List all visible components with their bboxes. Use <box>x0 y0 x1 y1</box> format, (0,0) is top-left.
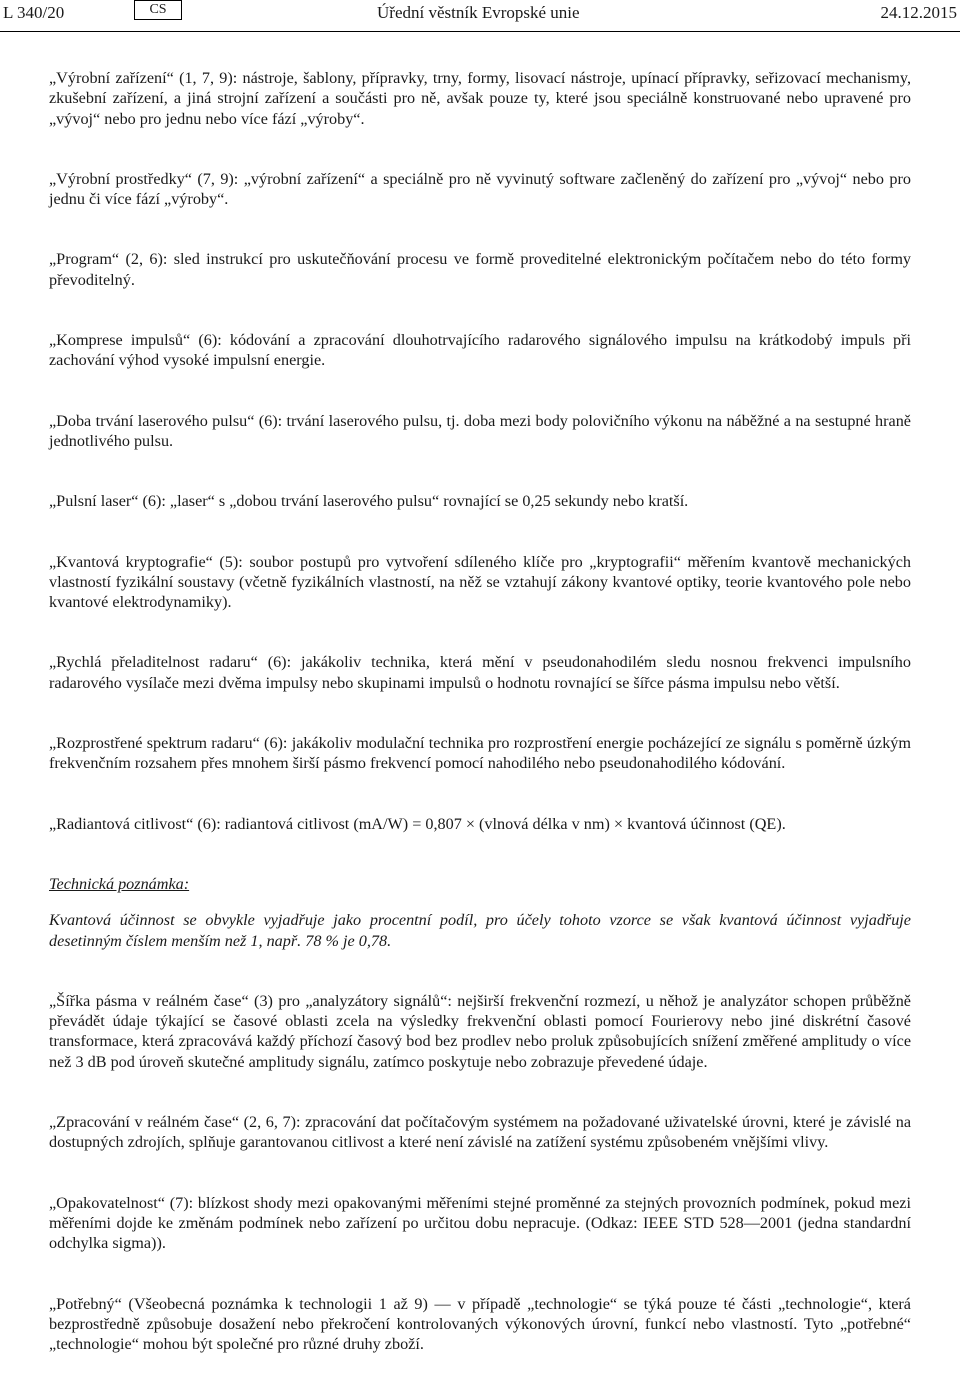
definition-zpracovani-v-realnem-case: „Zpracování v reálném čase“ (2, 6, 7): zpracování dat počítačovým systémem na požadované uživatelské úrovni, které je závislé na dostupných zdrojích, splňuje garantovanou citlivost a které není závislé na zatížení systému způsobeném vnějšími vlivy. <box>49 1113 911 1152</box>
definition-program: „Program“ (2, 6): sled instrukcí pro uskutečňování procesu ve formě proveditelné elektronickým počítačem nebo do této formy převoditelný. <box>49 250 911 289</box>
definition-rychla-preladitelnost: „Rychlá přeladitelnost radaru“ (6): jakákoliv technika, která mění v pseudonahodilém sledu nosnou frekvenci impulsního radarového vysílače mezi dvěma impulsy nebo skupinami impulsů o hodnotu rovnající se šířce pásma impulsu nebo větší. <box>49 653 911 692</box>
definition-potrebny: „Potřebný“ (Všeobecná poznámka k technologii 1 až 9) — v případě „technologie“ se týká pouze té části „technologie“, která bezprostředně způsobuje dosažení nebo překročení kontrolovaných výkonových úrovní, funkcí nebo vlastností. Tyto „potřebné“ „technologie“ mohou být společné pro různé druhy zboží. <box>49 1294 911 1354</box>
journal-title: Úřední věstník Evropské unie <box>377 3 580 22</box>
definition-opakovatelnost: „Opakovatelnost“ (7): blízkost shody mezi opakovanými měřeními stejné proměnné za stejných provozních podmínek, pokud mezi měřeními dojde ke změnám podmínek nebo zařízení po určitou dobu nepracuje. (Odkaz: IEEE STD 528—2001 (jedna standardní odchylka sigma)). <box>49 1193 911 1253</box>
technical-note-title: Technická poznámka: <box>49 874 190 893</box>
page-reference: L 340/20 <box>3 3 65 22</box>
definition-radiantova-citlivost: „Radiantová citlivost“ (6): radiantová citlivost (mA/W) = 0,807 × (vlnová délka v nm) × kvantová účinnost (QE). <box>49 814 786 833</box>
definition-vyrobni-prostredky: „Výrobní prostředky“ (7, 9): „výrobní zařízení“ a speciálně pro ně vyvinutý software začleněný do zařízení pro „vývoj“ nebo pro jednu či více fází „výroby“. <box>49 169 911 209</box>
definition-doba-trvani-pulsu: „Doba trvání laserového pulsu“ (6): trvání laserového pulsu, tj. doba mezi body polovičního výkonu na náběžné a na sestupné hraně jednotlivého pulsu. <box>49 411 911 450</box>
language-code-box: CS <box>134 0 182 20</box>
page-header <box>0 0 960 30</box>
definition-komprese-impulsu: „Komprese impulsů“ (6): kódování a zpracování dlouhotrvajícího radarového signálového impulsu na krátkodobý impuls při zachování výhod vysoké impulsní energie. <box>49 331 911 370</box>
definition-pulsni-laser: „Pulsní laser“ (6): „laser“ s „dobou trvání laserového pulsu“ rovnající se 0,25 sekundy nebo kratší. <box>49 492 689 511</box>
document-body <box>49 68 911 1394</box>
technical-note-text: Kvantová účinnost se obvykle vyjadřuje jako procentní podíl, pro účely tohoto vzorce se však kvantová účinnost vyjadřuje desetinným číslem menším než 1, např. 78 % je 0,78. <box>49 911 911 950</box>
header-divider <box>0 31 960 32</box>
definition-sirka-pasma: „Šířka pásma v reálném čase“ (3) pro „analyzátory signálů“: nejširší frekvenční rozmezí, u něhož je analyzátor schopen průběžně převádět údaje týkající se časové oblasti zcela na výsledky frekvenční oblasti pomocí Fourierovy nebo jiné diskrétní časové transformace, která zpracovává každý příchozí časový bod bez prodlev nebo proluk způsobujících snížení změřené amplitudy o více než 3 dB pod úroveň skutečné amplitudy signálu, zatímco poskytuje nebo zobrazuje převedené údaje. <box>49 991 911 1071</box>
publication-date: 24.12.2015 <box>880 3 957 22</box>
definition-kvantova-kryptografie: „Kvantová kryptografie“ (5): soubor postupů pro vytvoření sdíleného klíče pro „kryptografii“ měřením kvantově mechanických vlastností fyzikální soustavy (včetně fyzikálních vlastností, na něž se vztahují zákony kvantové optiky, teorie kvantového pole nebo kvantové elektrodynamiky). <box>49 552 911 612</box>
definition-rozprostrene-spektrum: „Rozprostřené spektrum radaru“ (6): jakákoliv modulační technika pro rozprostření energie pocházející ze signálu s poměrně úzkým frekvenčním rozsahem přes mnohem širší pásmo frekvencí pomocí nahodilého nebo pseudonahodilého kódování. <box>49 734 911 773</box>
definition-vyrobni-zarizeni: „Výrobní zařízení“ (1, 7, 9): nástroje, šablony, přípravky, trny, formy, lisovací nástroje, upínací přípravky, seřizovací mechanismy, zkušební zařízení, a jiná strojní zařízení a součásti pro ně, avšak pouze ty, které jsou speciálně konstruované nebo upravené pro „vývoj“ nebo pro jednu nebo více fází „výroby“. <box>49 69 911 128</box>
